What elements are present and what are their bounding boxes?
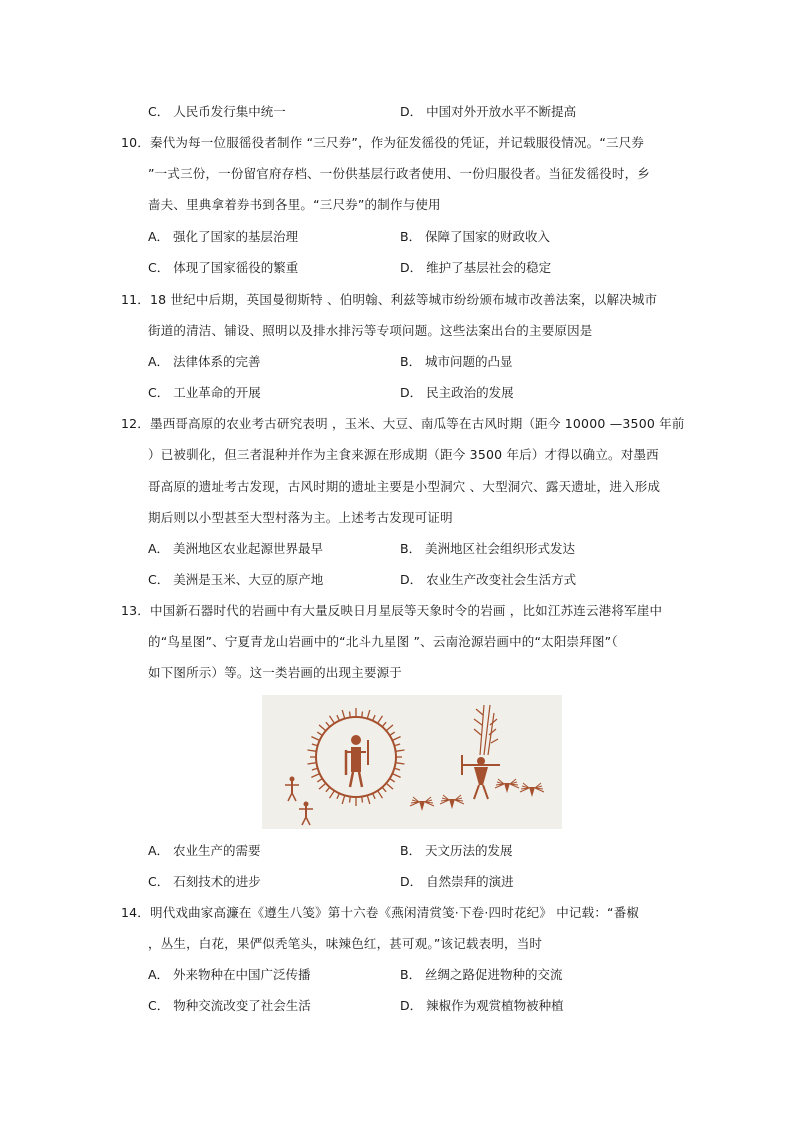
feather-figure-head [477, 757, 485, 765]
q10-stem-line-2: ”一式三份，一份留官府存档、一份供基层行政者使用、一份归服役者。当征发徭役时，乡 [148, 166, 650, 181]
small-figure-2-head [304, 802, 309, 807]
q11-stem-line-1: 11．18 世纪中后期，英国曼彻斯特 、伯明翰、利兹等城市纷纷颁布城市改善法案，以解决城市 [121, 292, 658, 307]
q12-stem-line-1: 12．墨西哥高原的农业考古研究表明 ，玉米、大豆、南瓜等在古风时期（距今 10000 —3500 年前 [121, 416, 685, 431]
q9-option-c: C． 人民币发行集中统一 [148, 104, 286, 119]
q11-option-d: D． 民主政治的发展 [400, 385, 514, 400]
q10-stem-line-3: 啬夫、里典拿着券书到各里。“三尺券”的制作与使用 [148, 197, 441, 212]
small-figure-1-head [290, 777, 295, 782]
q14-stem-line-2: ，丛生，白花，果俨似秃笔头，味辣色红，甚可观。”该记载表明，当时 [148, 936, 543, 951]
q12-option-d: D． 农业生产改变社会生活方式 [400, 572, 577, 587]
sun-ray [362, 797, 363, 803]
q12-option-a: A． 美洲地区农业起源世界最早 [148, 541, 324, 556]
q14-option-b: B． 丝绸之路促进物种的交流 [400, 967, 563, 982]
q14-option-c: C． 物种交流改变了社会生活 [148, 998, 311, 1013]
central-figure-body [351, 747, 361, 772]
q11-option-b: B． 城市问题的凸显 [400, 354, 513, 369]
q12-option-b: B． 美洲地区社会组织形式发达 [400, 541, 576, 556]
q13-stem-line-2: 的“鸟星图”、宁夏青龙山岩画中的“北斗九星图 ”、云南沧源岩画中的“太阳崇拜图”（ [148, 634, 618, 649]
sun-ray [362, 712, 363, 718]
q13-option-c: C． 石刻技术的进步 [148, 874, 261, 889]
q10-option-d: D． 维护了基层社会的稳定 [400, 260, 552, 275]
q12-stem-line-3: 哥高原的遗址考古发现，古风时期的遗址主要是小型洞穴 、大型洞穴、露天遗址，进入形成 [148, 479, 661, 494]
q12-stem-line-2: ）已被驯化，但三者混种并作为主食来源在形成期（距今 3500 年后）才得以确立。对墨西 [148, 447, 659, 462]
q13-stem-line-3: 如下图所示）等。这一类岩画的出现主要源于 [148, 665, 403, 680]
sun-ray [350, 797, 351, 803]
q10-option-c: C． 体现了国家徭役的繁重 [148, 260, 299, 275]
q10-option-b: B． 保障了国家的财政收入 [400, 229, 551, 244]
sun-worship-rock-painting [262, 695, 562, 829]
q13-option-a: A． 农业生产的需要 [148, 843, 261, 858]
q9-option-d: D． 中国对外开放水平不断提高 [400, 104, 577, 119]
sun-ray [350, 712, 351, 718]
q14-option-a: A． 外来物种在中国广泛传播 [148, 967, 311, 982]
q11-option-c: C． 工业革命的开展 [148, 385, 261, 400]
q14-option-d: D． 辣椒作为观赏植物被种植 [400, 998, 564, 1013]
q13-stem-line-1: 13．中国新石器时代的岩画中有大量反映日月星辰等天象时令的岩画 ，比如江苏连云港将军崖中 [121, 603, 663, 618]
q11-stem-line-2: 街道的清洁、铺设、照明以及排水排污等专项问题。这些法案出台的主要原因是 [148, 323, 593, 338]
central-figure-head [351, 735, 361, 745]
q10-stem-line-1: 10．秦代为每一位服徭役者制作 “三尺券”，作为征发徭役的凭证，并记载服役情况。“三尺券 [121, 135, 645, 150]
q14-stem-line-1: 14．明代戏曲家高濂在《遵生八笺》第十六卷《燕闲清赏笺·下卷·四时花纪》 中记载：“番椒 [121, 905, 640, 920]
q13-option-d: D． 自然崇拜的演进 [400, 874, 514, 889]
q13-option-b: B． 天文历法的发展 [400, 843, 513, 858]
q11-option-a: A． 法律体系的完善 [148, 354, 261, 369]
q12-option-c: C． 美洲是玉米、大豆的原产地 [148, 572, 324, 587]
q10-option-a: A． 强化了国家的基层治理 [148, 229, 299, 244]
q12-stem-line-4: 期后则以小型甚至大型村落为主。上述考古发现可证明 [148, 510, 453, 525]
